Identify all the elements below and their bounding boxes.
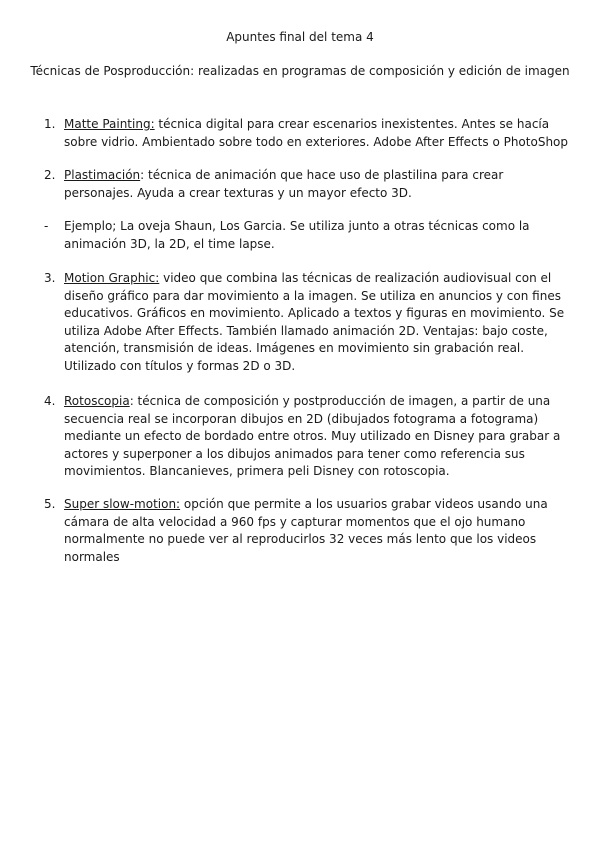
list-marker: 3. [44,271,56,285]
list-marker: - [44,219,49,233]
definition-text: : técnica de animación que hace uso de plastilina para crear personajes. Ayuda a crear texturas y un mayor efecto 3D. [64,168,504,200]
term-rotoscopia: Rotoscopia [64,394,130,408]
example-text: Ejemplo; La oveja Shaun, Los Garcia. Se utiliza junto a otras técnicas como la animación 3D, la 2D, el time lapse. [64,219,530,251]
list-marker: 5. [44,497,56,511]
definition-text: opción que permite a los usuarios grabar videos usando una cámara de alta velocidad a 960 fps y capturar momentos que el ojo humano normalmente no puede ver al reproducirlos 32 veces más lento que los videos normales [64,497,548,564]
definition-text: : técnica de composición y postproducción de imagen, a partir de una secuencia real se incorporan dibujos en 2D (dibujados fotograma a fotograma) mediante un efecto de bordado entre otros. Muy utilizado en Disney para grabar a actores y superponer a los dibujos animados para tener como referencia sus movimientos. Blancanieves, primera peli Disney con rotoscopia. [64,394,561,478]
page-title: Apuntes final del tema 4 [226,30,374,44]
list-marker: 2. [44,168,56,182]
term-matte-painting: Matte Painting: [64,117,155,131]
term-super-slow-motion: Super slow-motion: [64,497,181,511]
page-subtitle: Técnicas de Posproducción: realizadas en programas de composición y edición de imagen [30,64,570,78]
list-marker: 4. [44,394,56,408]
term-plastimacion: Plastimación [64,168,141,182]
list-item-motion-graphic [44,270,574,375]
term-motion-graphic: Motion Graphic: [64,271,160,285]
list-item-super-slow-motion [44,496,574,566]
list-item-example [44,218,574,253]
list-item-matte-painting [44,116,574,151]
definition-text: técnica digital para crear escenarios inexistentes. Antes se hacía sobre vidrio. Ambientado sobre todo en exteriores. Adobe After Effects o PhotoShop [64,117,569,149]
list-item-rotoscopia [44,393,574,481]
list-item-plastimacion [44,167,574,202]
list-marker: 1. [44,117,56,131]
definition-text: video que combina las técnicas de realización audiovisual con el diseño gráfico para dar movimiento a la imagen. Se utiliza en anuncios y con fines educativos. Gráficos en movimiento. Aplicado a textos y figuras en movimiento. Se utiliza Adobe After Effects. También llamado animación 2D. Ventajas: bajo coste, atención, transmisión de ideas. Imágenes en movimiento sin grabación real. Utilizado con títulos y formas 2D o 3D. [64,271,565,373]
